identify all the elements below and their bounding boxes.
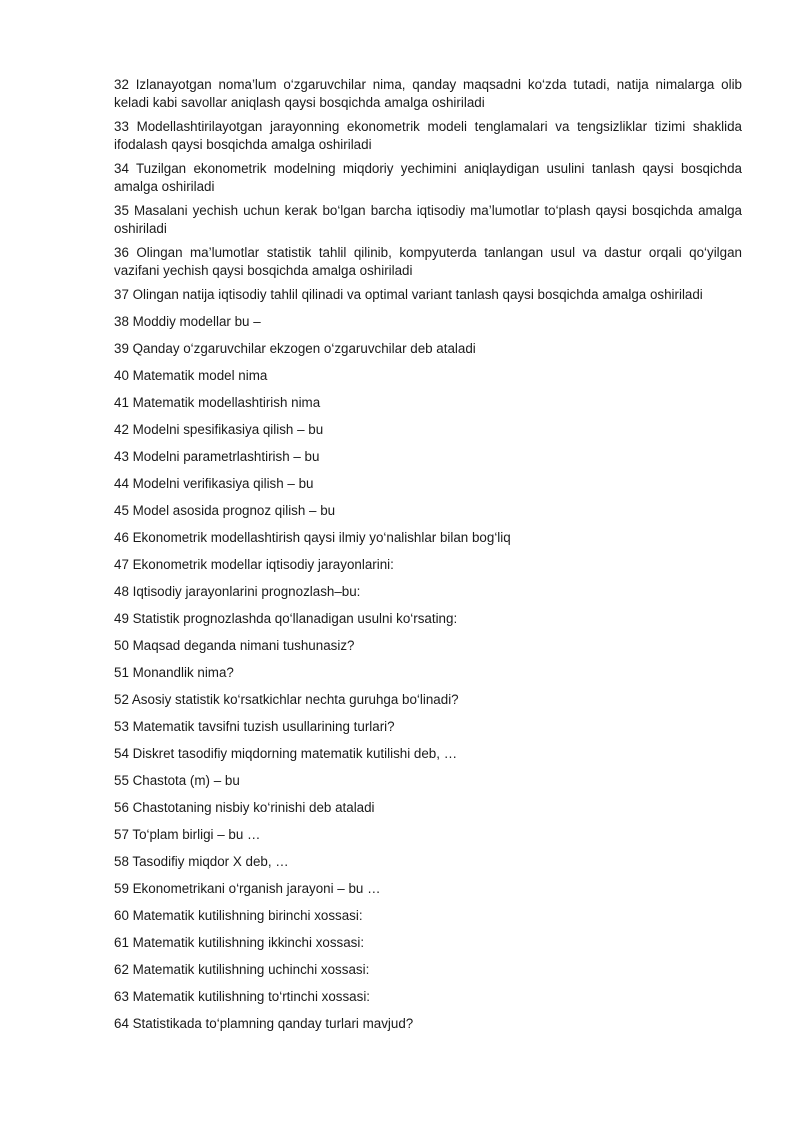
question-59: 59 Ekonometrikani o‘rganish jarayoni – bu … (114, 881, 381, 896)
question-56: 56 Chastotaning nisbiy ko‘rinishi deb ataladi (114, 800, 375, 815)
question-62: 62 Matematik kutilishning uchinchi xossasi: (114, 962, 370, 977)
question-47: 47 Ekonometrik modellar iqtisodiy jarayonlarini: (114, 557, 394, 572)
question-43: 43 Modelni parametrlashtirish – bu (114, 449, 320, 464)
question-58: 58 Tasodifiy miqdor X deb, … (114, 854, 289, 869)
question-61: 61 Matematik kutilishning ikkinchi xossasi: (114, 935, 365, 950)
question-36: 36 Olingan ma’lumotlar statistik tahlil qilinib, kompyuterda tanlangan usul va dastur orqali qo‘yilgan vazifani yechish qaysi bosqichda amalga oshiriladi (114, 245, 742, 278)
question-48: 48 Iqtisodiy jarayonlarini prognozlash–bu: (114, 584, 361, 599)
question-39: 39 Qanday o‘zgaruvchilar ekzogen o‘zgaruvchilar deb ataladi (114, 341, 476, 356)
question-51: 51 Monandlik nima? (114, 665, 234, 680)
question-57: 57 To‘plam birligi – bu … (114, 827, 261, 842)
question-34: 34 Tuzilgan ekonometrik modelning miqdoriy yechimini aniqlaydigan usulini tanlash qaysi bosqichda amalga oshiriladi (114, 161, 742, 194)
document-page (114, 76, 742, 1042)
question-37: 37 Olingan natija iqtisodiy tahlil qilinadi va optimal variant tanlash qaysi bosqichda amalga oshiriladi (114, 287, 703, 302)
question-49: 49 Statistik prognozlashda qo‘llanadigan usulni ko‘rsating: (114, 611, 458, 626)
question-42: 42 Modelni spesifikasiya qilish – bu (114, 422, 324, 437)
question-45: 45 Model asosida prognoz qilish – bu (114, 503, 336, 518)
question-53: 53 Matematik tavsifni tuzish usullarining turlari? (114, 719, 395, 734)
question-41: 41 Matematik modellashtirish nima (114, 395, 321, 410)
question-32: 32 Izlanayotgan noma’lum o‘zgaruvchilar nima, qanday maqsadni ko‘zda tutadi, natija nimalarga olib keladi kabi savollar aniqlash qaysi bosqichda amalga oshiriladi (114, 77, 742, 110)
question-60: 60 Matematik kutilishning birinchi xossasi: (114, 908, 363, 923)
question-52: 52 Asosiy statistik ko‘rsatkichlar nechta guruhga bo‘linadi? (114, 692, 459, 707)
question-33: 33 Modellashtirilayotgan jarayonning ekonometrik modeli tenglamalari va tengsizliklar tizimi shaklida ifodalash qaysi bosqichda amalga oshiriladi (114, 119, 742, 152)
question-55: 55 Chastota (m) – bu (114, 773, 240, 788)
question-44: 44 Modelni verifikasiya qilish – bu (114, 476, 314, 491)
question-50: 50 Maqsad deganda nimani tushunasiz? (114, 638, 355, 653)
question-54: 54 Diskret tasodifiy miqdorning matematik kutilishi deb, … (114, 746, 458, 761)
question-35: 35 Masalani yechish uchun kerak bo‘lgan barcha iqtisodiy ma’lumotlar to‘plash qaysi bosqichda amalga oshiriladi (114, 203, 742, 236)
question-46: 46 Ekonometrik modellashtirish qaysi ilmiy yo‘nalishlar bilan bog‘liq (114, 530, 511, 545)
question-63: 63 Matematik kutilishning to‘rtinchi xossasi: (114, 989, 371, 1004)
question-64: 64 Statistikada to‘plamning qanday turlari mavjud? (114, 1016, 414, 1031)
question-40: 40 Matematik model nima (114, 368, 268, 383)
question-38: 38 Moddiy modellar bu – (114, 314, 261, 329)
